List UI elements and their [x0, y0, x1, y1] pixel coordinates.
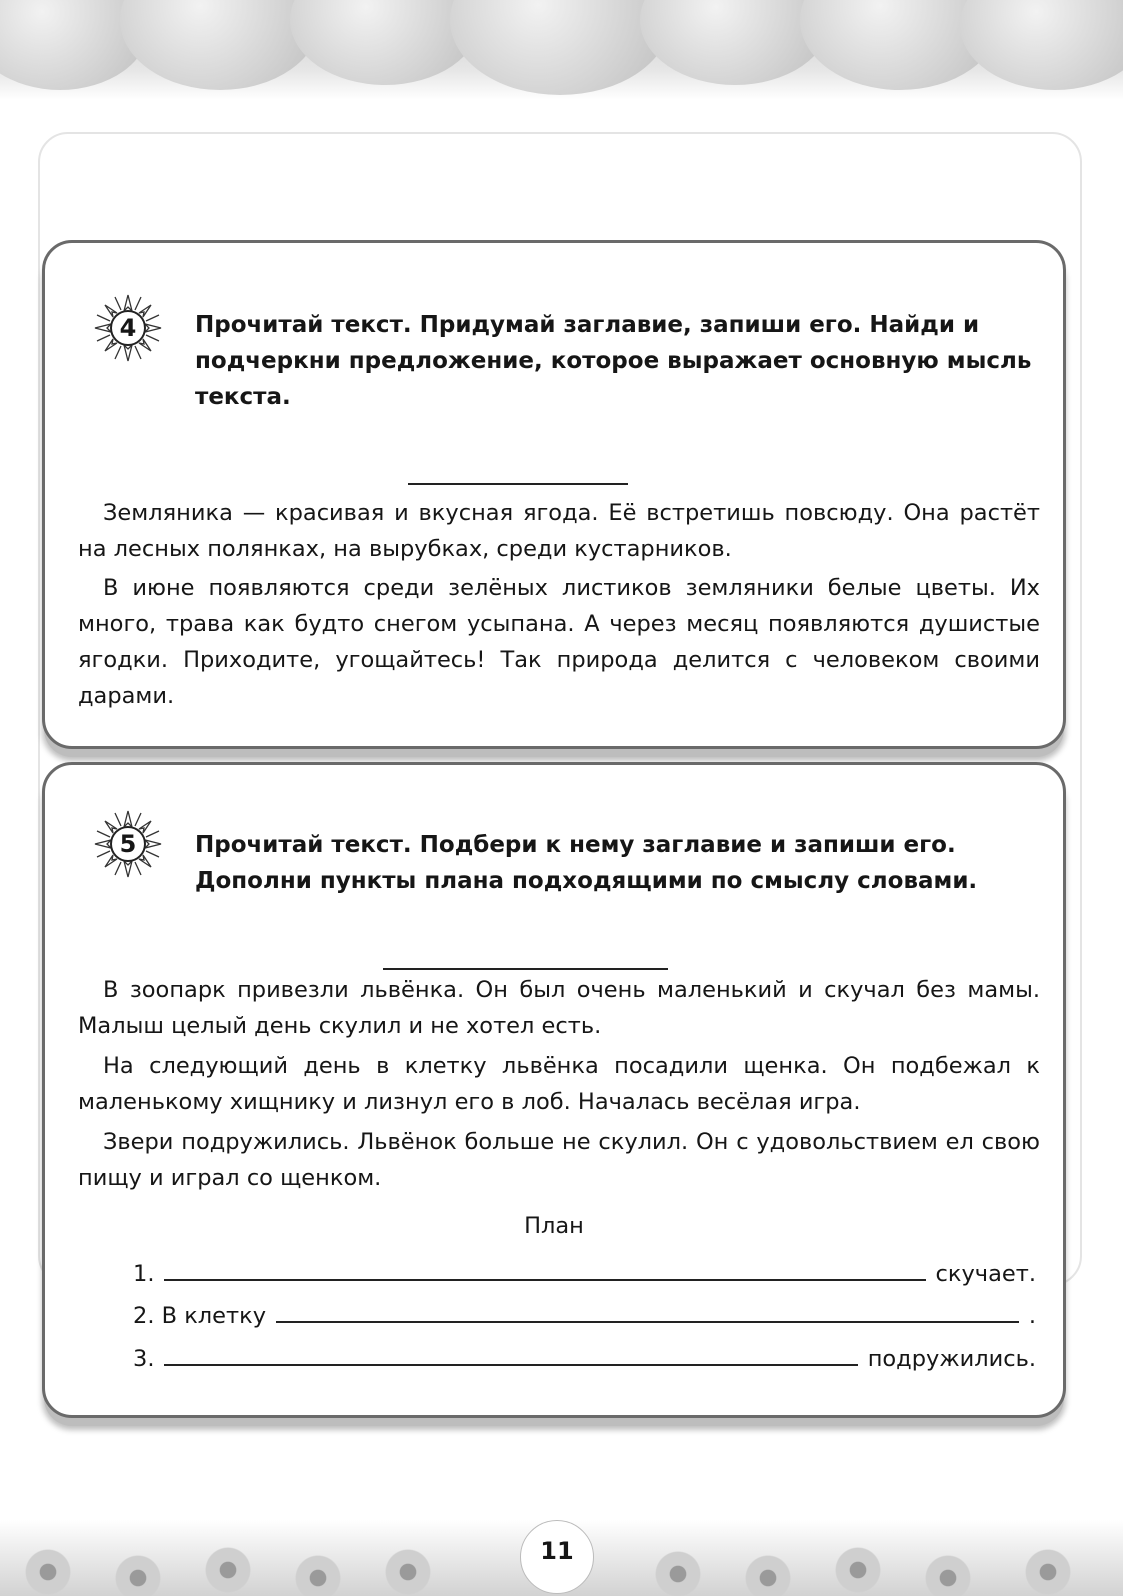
plan-item-2	[133, 1295, 1036, 1331]
task-4-card	[42, 240, 1066, 749]
task-number: 5	[119, 830, 137, 858]
page-number: 11	[520, 1520, 594, 1594]
paragraph-text: На следующий день в клетку львёнка посадили щенка. Он подбежал к маленькому хищнику и лизнул его в лоб. Началась весёлая игра.	[78, 1053, 1040, 1115]
plan-item-prefix: 1.	[133, 1261, 155, 1287]
plan-answer-blank[interactable]	[164, 1338, 857, 1366]
task-5-instruction: Прочитай текст. Подбери к нему заглавие и запиши его. Дополни пункты плана подходящими по смыслу словами.	[195, 832, 978, 894]
top-decoration	[0, 0, 1123, 100]
task-number: 4	[119, 314, 137, 342]
plan-item-3	[133, 1338, 1036, 1374]
task-5-badge	[93, 809, 163, 879]
title-answer-line[interactable]	[408, 483, 628, 485]
paragraph-text: В июне появляются среди зелёных листиков земляники белые цветы. Их много, трава как будто снегом усыпана. А через месяц появляются душистые ягодки. Приходите, угощайтесь! Так природа делится с человеком своими дарами.	[78, 575, 1040, 709]
task-4-instruction: Прочитай текст. Придумай заглавие, запиши его. Найди и подчеркни предложение, которое выражает основную мысль текста.	[195, 312, 1032, 410]
task-5-paragraph-1	[78, 972, 1040, 1044]
paragraph-text: В зоопарк привезли львёнка. Он был очень маленький и скучал без мамы. Малыш целый день скулил и не хотел есть.	[78, 977, 1040, 1039]
task-5-paragraph-2	[78, 1048, 1040, 1120]
paragraph-text: Земляника — красивая и вкусная ягода. Её встретишь повсюду. Она растёт на лесных полянках, на вырубках, среди кустарников.	[78, 500, 1040, 562]
plan-item-suffix: подружились.	[867, 1346, 1036, 1372]
plan-item-suffix: .	[1028, 1303, 1036, 1329]
task-5-paragraph-3	[78, 1124, 1040, 1196]
task-4-paragraph-1	[78, 495, 1040, 567]
plan-heading: План	[524, 1213, 584, 1239]
plan-answer-blank[interactable]	[164, 1253, 925, 1281]
task-5-card	[42, 762, 1066, 1418]
plan-answer-blank[interactable]	[276, 1295, 1019, 1323]
plan-item-1	[133, 1253, 1036, 1289]
task-4-paragraph-2	[78, 570, 1040, 714]
paragraph-text: Звери подружились. Львёнок больше не скулил. Он с удовольствием ел свою пищу и играл со щенком.	[78, 1129, 1040, 1191]
plan-item-suffix: скучает.	[935, 1261, 1036, 1287]
plan-item-prefix: 3.	[133, 1346, 155, 1372]
title-answer-line[interactable]	[383, 968, 668, 970]
task-4-badge	[93, 293, 163, 363]
plan-item-prefix: 2. В клетку	[133, 1303, 267, 1329]
